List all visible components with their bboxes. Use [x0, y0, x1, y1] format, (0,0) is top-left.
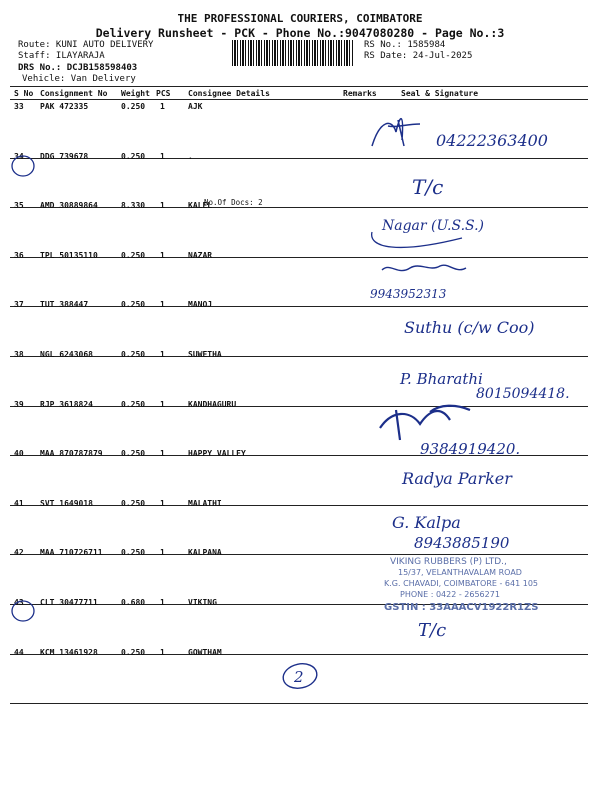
- stamp-line-2: 15/37, VELANTHAVALAM ROAD: [398, 568, 522, 577]
- cell-consignee: AJK: [188, 102, 203, 111]
- row-separator: [10, 356, 588, 357]
- signature-37: [382, 265, 466, 270]
- cell-consignment: PAK 472335: [40, 102, 89, 111]
- cell-consignee: SUWETHA: [188, 350, 222, 359]
- hw-name-39: P. Bharathi: [400, 370, 483, 388]
- cell-sno: 39: [14, 399, 24, 409]
- cell-weight: 0.250: [121, 300, 146, 310]
- drs-number: DRS No.: DCJB158598403: [18, 63, 138, 73]
- cell-sno: 35: [14, 201, 24, 211]
- col-sno: S No: [14, 89, 34, 98]
- hw-phone-42: 8943885190: [414, 534, 510, 552]
- cell-consignment: TUT 388447: [40, 300, 89, 310]
- cell-consignee: GOWTHAM: [188, 647, 222, 657]
- hw-to-35: T/c: [412, 175, 444, 199]
- cell-sno: 42: [14, 548, 24, 558]
- cell-consignee: MANOJ: [188, 300, 213, 310]
- row-separator: [10, 505, 588, 506]
- col-consignment: Consignment No: [40, 89, 108, 98]
- hw-phone-40: 9384919420.: [420, 440, 521, 458]
- cell-consignment: TPL 50135110: [40, 250, 98, 260]
- row-separator: [10, 306, 588, 307]
- cell-consignee: KANDHAGURU: [188, 399, 237, 409]
- row-separator: [10, 158, 588, 159]
- cell-weight: 0.250: [121, 449, 146, 459]
- cell-weight: 0.250: [121, 250, 146, 260]
- col-remarks: Remarks: [343, 89, 377, 98]
- hw-page-mark: 2: [294, 668, 304, 686]
- cell-consignment: MAA 870787879: [40, 449, 103, 459]
- rs-number: RS No.: 1585984: [364, 40, 446, 50]
- cell-weight: 0.250: [121, 548, 146, 558]
- hw-name-36: Nagar (U.S.S.): [382, 218, 485, 234]
- row-separator: [10, 406, 588, 407]
- page-mark-circle: [281, 661, 319, 692]
- hw-name-42: G. Kalpa: [392, 513, 461, 532]
- signature-36-curve: [372, 232, 462, 247]
- stamp-line-5: GSTIN : 33AAACV1922R1ZS: [384, 602, 539, 613]
- cell-pcs: 1: [160, 250, 165, 260]
- cell-consignment: DDG 739678: [40, 151, 89, 161]
- cell-sno: 38: [14, 350, 24, 359]
- cell-sno: 44: [14, 647, 24, 657]
- cell-consignment: SVT 1649018: [40, 498, 93, 508]
- cell-pcs: 1: [160, 151, 165, 161]
- cell-consignment: NGL 6243068: [40, 350, 93, 359]
- cell-pcs: 1: [160, 598, 165, 607]
- cell-pcs: 1: [160, 201, 165, 211]
- cell-note: No.Of Docs: 2: [204, 197, 263, 207]
- cell-weight: 0.680: [121, 598, 146, 607]
- cell-pcs: 1: [160, 300, 165, 310]
- cell-pcs: 1: [160, 102, 165, 111]
- hw-phone-37: 9943952313: [370, 287, 447, 301]
- cell-pcs: 1: [160, 647, 165, 657]
- cell-weight: 0.250: [121, 350, 146, 359]
- cell-consignee: KALPANA: [188, 548, 222, 558]
- rs-date: RS Date: 24-Jul-2025: [364, 51, 473, 61]
- cell-sno: 36: [14, 250, 24, 260]
- cell-pcs: 1: [160, 498, 165, 508]
- company-title: THE PROFESSIONAL COURIERS, COIMBATORE: [177, 12, 423, 25]
- route-label: Route: KUNI AUTO DELIVERY: [18, 40, 154, 50]
- cell-consignment: RJP 3618824: [40, 399, 93, 409]
- header-rule: [10, 99, 588, 100]
- cell-pcs: 1: [160, 399, 165, 409]
- stamp-line-3: K.G. CHAVADI, COIMBATORE - 641 105: [384, 579, 539, 588]
- cell-pcs: 1: [160, 548, 165, 558]
- cell-weight: 0.250: [121, 498, 146, 508]
- cell-pcs: 1: [160, 449, 165, 459]
- cell-consignment: CLT 30477711: [40, 598, 98, 607]
- cell-sno: 33: [14, 102, 24, 111]
- stamp-line-4: PHONE : 0422 - 2656271: [400, 590, 500, 599]
- cell-consignee: KALEL: [188, 201, 213, 211]
- cell-sno: 41: [14, 498, 24, 508]
- col-weight: Weight: [121, 89, 150, 98]
- cell-consignee: MALATHI: [188, 498, 222, 508]
- cell-pcs: 1: [160, 350, 165, 359]
- cell-sno: 37: [14, 300, 24, 310]
- cell-consignee: VIKING: [188, 598, 217, 607]
- staff-label: Staff: ILAYARAJA: [18, 51, 105, 61]
- col-consignee: Consignee Details: [188, 89, 270, 98]
- col-pcs: PCS: [156, 89, 171, 98]
- hw-name-41: Radya Parker: [402, 469, 512, 488]
- runsheet-subtitle: Delivery Runsheet - PCK - Phone No.:9047080280 - Page No.:3: [95, 26, 505, 40]
- hw-phone-39: 8015094418.: [476, 386, 570, 402]
- hw-name-38: Suthu (c/w Coo): [404, 318, 535, 337]
- signature-33: [372, 119, 420, 146]
- cell-sno: 43: [14, 598, 24, 607]
- signature-40: [380, 406, 470, 440]
- cell-consignee: HAPPY VALLEY: [188, 449, 246, 459]
- table-top-rule: [10, 86, 588, 87]
- cell-weight: 0.250: [121, 102, 146, 111]
- cell-weight: 0.250: [121, 647, 146, 657]
- cell-consignee: NAZAR: [188, 250, 213, 260]
- cell-weight: 0.250: [121, 399, 146, 409]
- row-separator: [10, 703, 588, 704]
- cell-sno: 40: [14, 449, 24, 459]
- vehicle-label: Vehicle: Van Delivery: [22, 74, 136, 84]
- cell-consignment: KCM 13461928: [40, 647, 98, 657]
- cell-weight: 8.330: [121, 201, 146, 211]
- barcode: [232, 40, 354, 66]
- cell-consignment: AMD 30889864: [40, 201, 98, 211]
- cell-consignee: .: [188, 151, 193, 161]
- stamp-line-1: VIKING RUBBERS (P) LTD.,: [390, 557, 507, 567]
- cell-weight: 0.250: [121, 151, 146, 161]
- cell-consignment: MAA 710726711: [40, 548, 103, 558]
- hw-phone-34: 04222363400: [436, 131, 548, 150]
- hw-to-44: T/c: [418, 620, 447, 641]
- col-seal: Seal & Signature: [401, 89, 479, 98]
- cell-sno: 34: [14, 151, 24, 161]
